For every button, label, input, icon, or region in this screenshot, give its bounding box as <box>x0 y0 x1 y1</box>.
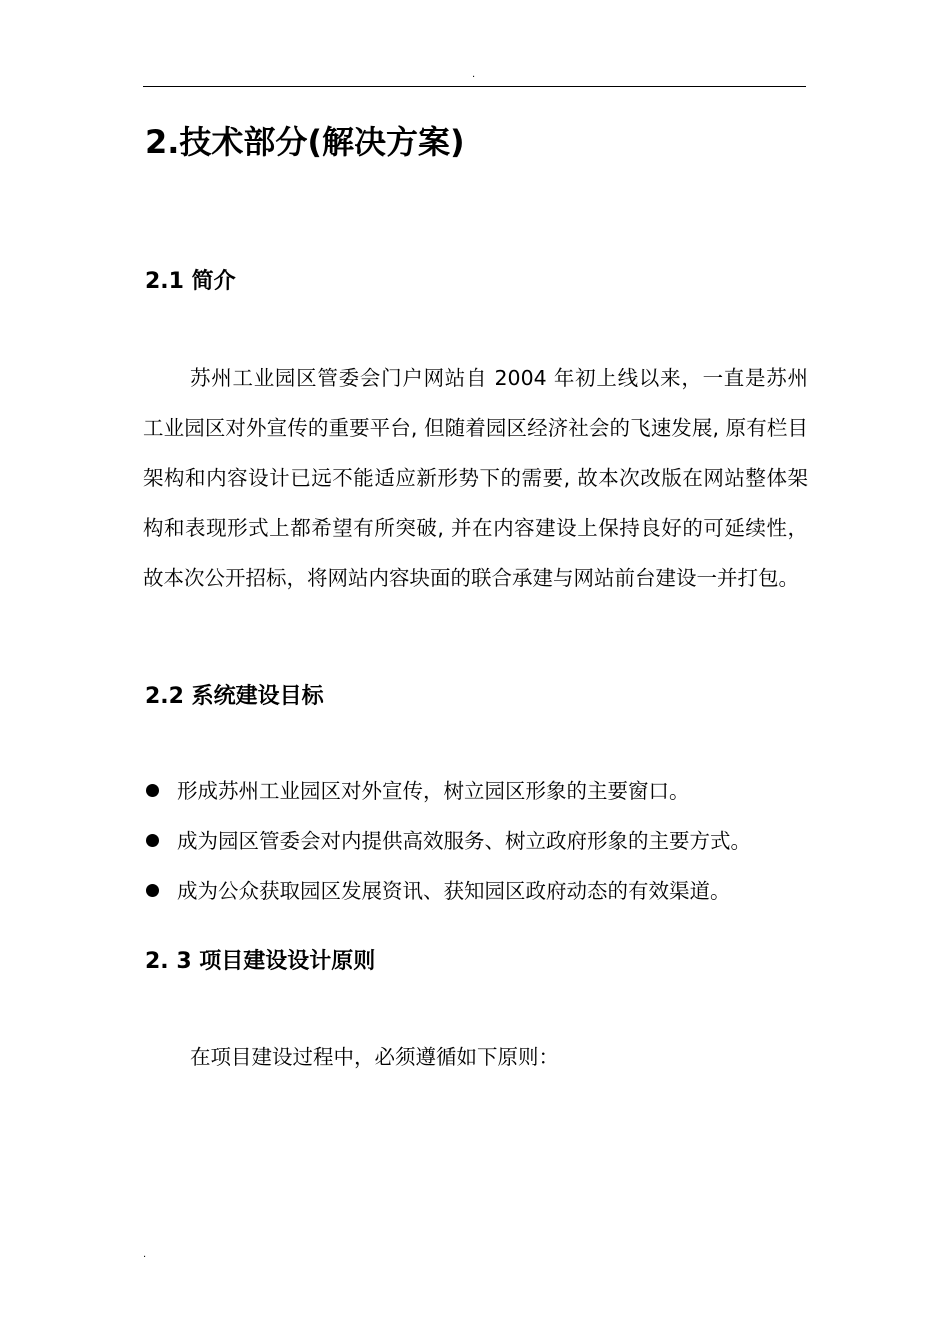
footer-mark: . <box>143 1249 147 1260</box>
list-item <box>143 866 808 916</box>
bullet-icon <box>146 884 159 897</box>
section-heading-intro: 2.1 简介 <box>145 269 236 294</box>
header-mark: . <box>472 69 476 80</box>
principles-intro: 在项目建设过程中，必须遵循如下原则： <box>190 1045 559 1069</box>
bullet-icon <box>146 784 159 797</box>
bullet-icon <box>146 834 159 847</box>
header-rule <box>143 86 806 87</box>
section-heading-goals: 2.2 系统建设目标 <box>145 684 324 709</box>
goals-list <box>143 766 808 916</box>
page-title: 2.技术部分(解决方案) <box>145 123 465 161</box>
list-item <box>143 816 808 866</box>
list-item-text: 成为公众获取园区发展资讯、获知园区政府动态的有效渠道。 <box>177 879 731 903</box>
intro-paragraph: 苏州工业园区管委会门户网站自 2004 年初上线以来，一直是苏州工业园区对外宣传的重要平台, 但随着园区经济社会的飞速发展, 原有栏目架构和内容设计已远不能适应新形势下的需要, 故本次改版在网站整体架构和表现形式上都希望有所突破, 并在内容建设上保持良好的可延续性，故本次公开招标，将网站内容块面的联合承建与网站前台建设一并打包。 <box>143 366 808 590</box>
section-heading-principles: 2. 3 项目建设设计原则 <box>145 949 376 974</box>
list-item-text: 形成苏州工业园区对外宣传，树立园区形象的主要窗口。 <box>177 779 690 803</box>
list-item <box>143 766 808 816</box>
list-item-text: 成为园区管委会对内提供高效服务、树立政府形象的主要方式。 <box>177 829 751 853</box>
